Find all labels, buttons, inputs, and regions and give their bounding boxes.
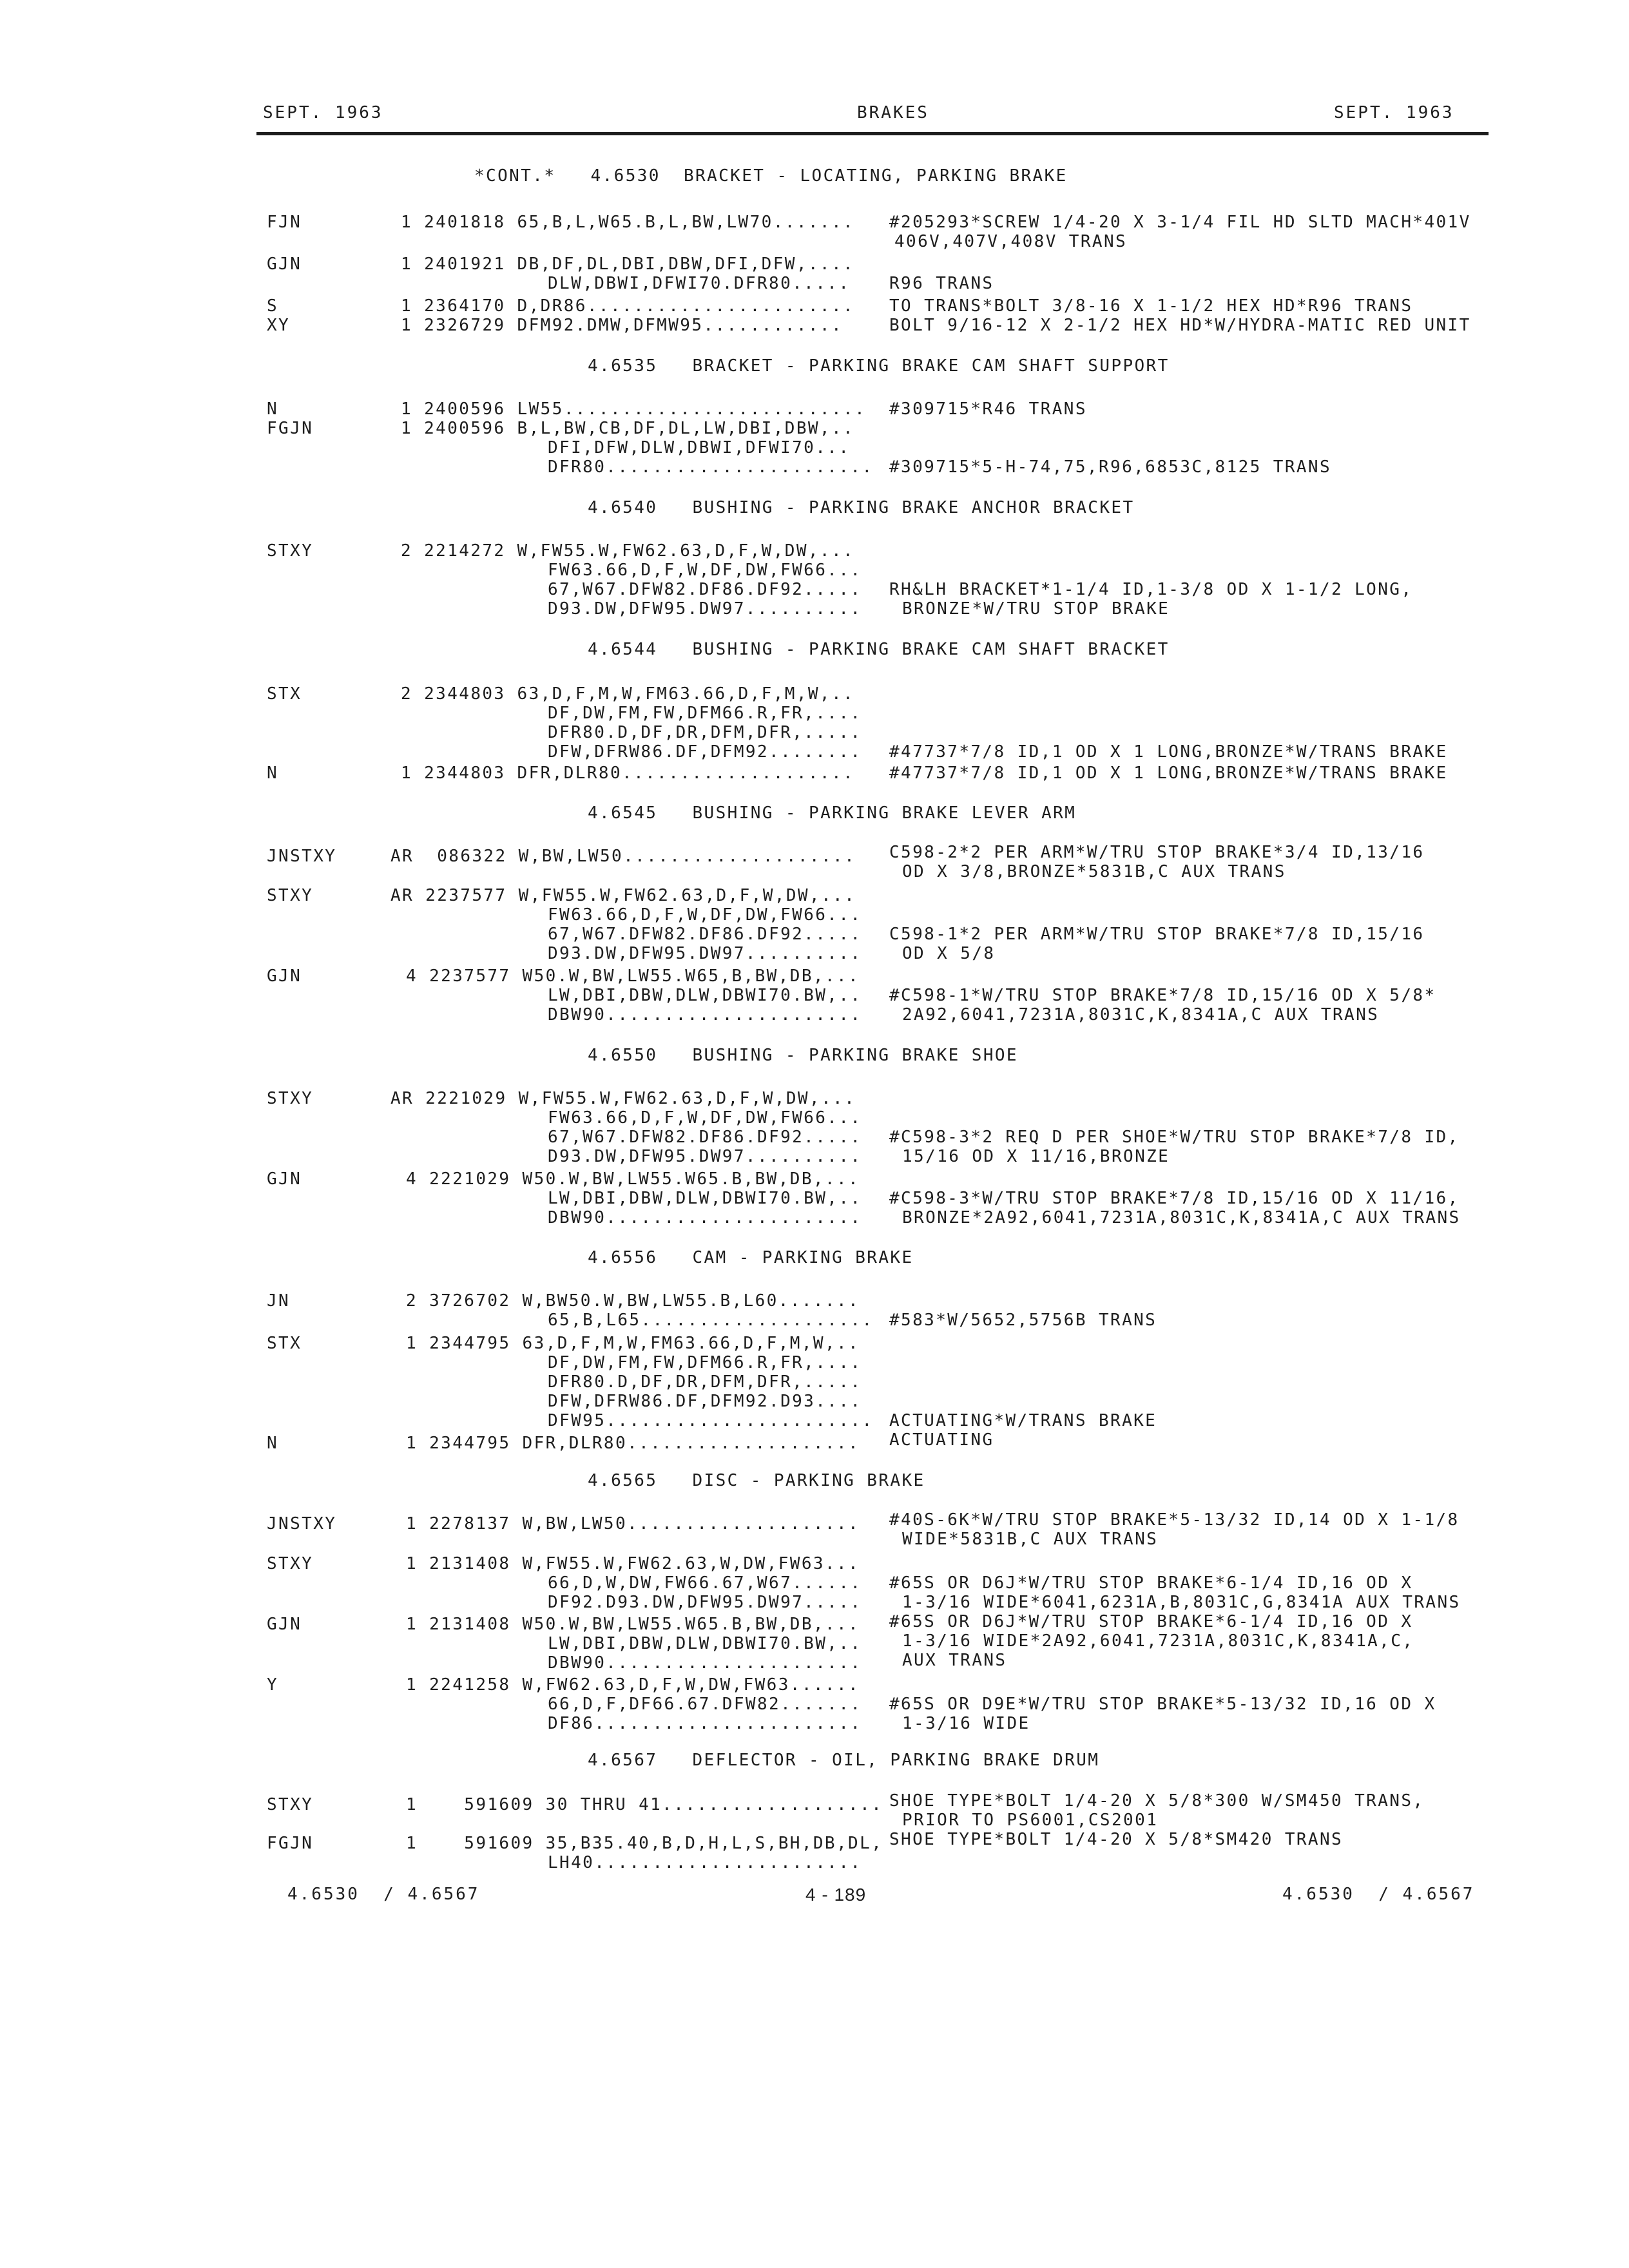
part-description: DFW95....................... — [548, 1411, 874, 1430]
part-description: FW63.66,D,F,W,DF,DW,FW66... — [548, 561, 862, 580]
part-description: 1 2344803 DFR,DLR80.................... — [401, 764, 855, 783]
footer-range-left: 4.6530 / 4.6567 — [287, 1885, 480, 1904]
part-note: #65S OR D9E*W/TRU STOP BRAKE*5-13/32 ID,16 OD X — [889, 1695, 1436, 1714]
header-date-right: SEPT. 1963 — [1334, 103, 1454, 122]
part-note: AUX TRANS — [902, 1651, 1007, 1670]
part-note: 15/16 OD X 11/16,BRONZE — [902, 1147, 1170, 1166]
part-description: LW,DBI,DBW,DLW,DBWI70.BW,.. — [548, 986, 862, 1005]
part-note: #65S OR D6J*W/TRU STOP BRAKE*6-1/4 ID,16 OD X — [889, 1573, 1413, 1593]
part-description: 67,W67.DFW82.DF86.DF92..... — [548, 1128, 862, 1147]
part-note: TO TRANS*BOLT 3/8-16 X 1-1/2 HEX HD*R96 TRANS — [889, 296, 1413, 316]
part-note: ACTUATING*W/TRANS BRAKE — [889, 1411, 1157, 1430]
part-description: LH40....................... — [548, 1853, 862, 1872]
part-description: DF,DW,FM,FW,DFM66.R,FR,.... — [548, 704, 862, 723]
part-note: #C598-3*W/TRU STOP BRAKE*7/8 ID,15/16 OD X 11/16, — [889, 1189, 1460, 1208]
model-code: Y — [267, 1675, 279, 1695]
part-note: #205293*SCREW 1/4-20 X 3-1/4 FIL HD SLTD MACH*401V — [889, 213, 1471, 232]
part-note: C598-2*2 PER ARM*W/TRU STOP BRAKE*3/4 ID,13/16 — [889, 843, 1425, 862]
part-note: #47737*7/8 ID,1 OD X 1 LONG,BRONZE*W/TRANS BRAKE — [889, 742, 1448, 762]
model-code: N — [267, 1434, 279, 1453]
part-note: 406V,407V,408V TRANS — [894, 232, 1128, 251]
part-description: DFI,DFW,DLW,DBWI,DFWI70... — [548, 438, 851, 457]
part-description: 1 2241258 W,FW62.63,D,F,W,DW,FW63...... — [406, 1675, 860, 1695]
part-description: 1 2278137 W,BW,LW50.................... — [406, 1514, 860, 1533]
model-code: GJN — [267, 966, 302, 986]
model-code: FGJN — [267, 419, 314, 438]
part-description: LW,DBI,DBW,DLW,DBWI70.BW,.. — [548, 1189, 862, 1208]
part-description: 1 2131408 W50.W,BW,LW55.W65.B,BW,DB,... — [406, 1615, 860, 1634]
part-note: #583*W/5652,5756B TRANS — [889, 1311, 1157, 1330]
part-note: C598-1*2 PER ARM*W/TRU STOP BRAKE*7/8 ID,15/16 — [889, 925, 1425, 944]
part-description: 2 2344803 63,D,F,M,W,FM63.66,D,F,M,W,.. — [401, 684, 855, 704]
part-description: 1 591609 35,B35.40,B,D,H,L,S,BH,DB,DL, — [406, 1834, 883, 1853]
part-note: 2A92,6041,7231A,8031C,K,8341A,C AUX TRANS — [902, 1005, 1380, 1024]
section-heading: 4.6535 BRACKET - PARKING BRAKE CAM SHAFT SUPPORT — [588, 356, 1170, 376]
part-description: DFW,DFRW86.DF,DFM92........ — [548, 742, 862, 762]
model-code: GJN — [267, 1615, 302, 1634]
part-description: DF86....................... — [548, 1714, 862, 1733]
part-note: BOLT 9/16-12 X 2-1/2 HEX HD*W/HYDRA-MATIC RED UNIT — [889, 316, 1471, 335]
section-heading: 4.6556 CAM - PARKING BRAKE — [588, 1248, 914, 1267]
part-note: #C598-3*2 REQ D PER SHOE*W/TRU STOP BRAKE*7/8 ID, — [889, 1128, 1460, 1147]
model-code: S — [267, 296, 279, 316]
model-code: N — [267, 399, 279, 419]
part-description: DFR80.D,DF,DR,DFM,DFR,..... — [548, 723, 862, 742]
part-description: 1 591609 30 THRU 41................... — [406, 1795, 883, 1814]
part-note: #47737*7/8 ID,1 OD X 1 LONG,BRONZE*W/TRANS BRAKE — [889, 764, 1448, 783]
part-description: 1 2400596 B,L,BW,CB,DF,DL,LW,DBI,DBW,.. — [401, 419, 855, 438]
part-note: PRIOR TO PS6001,CS2001 — [902, 1811, 1159, 1830]
part-description: D93.DW,DFW95.DW97.......... — [548, 944, 862, 963]
part-description: 1 2326729 DFM92.DMW,DFMW95............ — [401, 316, 843, 335]
part-description: 1 2344795 63,D,F,M,W,FM63.66,D,F,M,W,.. — [406, 1334, 860, 1353]
part-note: #40S-6K*W/TRU STOP BRAKE*5-13/32 ID,14 OD X 1-1/8 — [889, 1510, 1460, 1530]
part-description: AR 086322 W,BW,LW50.................... — [390, 847, 856, 866]
part-description: 65,B,L65.................... — [548, 1311, 874, 1330]
model-code: XY — [267, 316, 291, 335]
model-code: FJN — [267, 213, 302, 232]
part-note: RH&LH BRACKET*1-1/4 ID,1-3/8 OD X 1-1/2 LONG, — [889, 580, 1413, 599]
model-code: STXY — [267, 1795, 314, 1814]
part-description: 67,W67.DFW82.DF86.DF92..... — [548, 580, 862, 599]
part-description: DBW90...................... — [548, 1653, 862, 1673]
part-description: FW63.66,D,F,W,DF,DW,FW66... — [548, 1108, 862, 1128]
part-description: 1 2131408 W,FW55.W,FW62.63,W,DW,FW63... — [406, 1554, 860, 1573]
model-code: FGJN — [267, 1834, 314, 1853]
part-description: 66,D,W,DW,FW66.67,W67...... — [548, 1573, 862, 1593]
part-description: 1 2401818 65,B,L,W65.B,L,BW,LW70....... — [401, 213, 855, 232]
model-code: JN — [267, 1291, 291, 1311]
header-date-left: SEPT. 1963 — [263, 103, 383, 122]
model-code: STX — [267, 1334, 302, 1353]
part-description: AR 2237577 W,FW55.W,FW62.63,D,F,W,DW,... — [390, 886, 856, 905]
section-heading: 4.6540 BUSHING - PARKING BRAKE ANCHOR BRACKET — [588, 498, 1135, 517]
part-note: OD X 3/8,BRONZE*5831B,C AUX TRANS — [902, 862, 1286, 881]
model-code: STXY — [267, 1554, 314, 1573]
section-heading: 4.6565 DISC - PARKING BRAKE — [588, 1471, 925, 1490]
part-description: LW,DBI,DBW,DLW,DBWI70.BW,.. — [548, 1634, 862, 1653]
part-description: 1 2401921 DB,DF,DL,DBI,DBW,DFI,DFW,.... — [401, 255, 855, 274]
section-heading: 4.6550 BUSHING - PARKING BRAKE SHOE — [588, 1046, 1018, 1065]
model-code: JNSTXY — [267, 1514, 337, 1533]
model-code: GJN — [267, 1169, 302, 1189]
part-note: SHOE TYPE*BOLT 1/4-20 X 5/8*300 W/SM450 TRANS, — [889, 1791, 1425, 1811]
part-description: FW63.66,D,F,W,DF,DW,FW66... — [548, 905, 862, 925]
part-note: SHOE TYPE*BOLT 1/4-20 X 5/8*SM420 TRANS — [889, 1830, 1344, 1849]
footer-range-right: 4.6530 / 4.6567 — [1282, 1885, 1475, 1904]
model-code: N — [267, 764, 279, 783]
part-description: DBW90...................... — [548, 1005, 862, 1024]
header-section-title: BRAKES — [857, 103, 929, 122]
part-note: R96 TRANS — [889, 274, 994, 293]
part-note: #309715*R46 TRANS — [889, 399, 1087, 419]
section-heading: 4.6544 BUSHING - PARKING BRAKE CAM SHAFT BRACKET — [588, 640, 1170, 659]
part-description: AR 2221029 W,FW55.W,FW62.63,D,F,W,DW,... — [390, 1089, 856, 1108]
part-note: #65S OR D6J*W/TRU STOP BRAKE*6-1/4 ID,16 OD X — [889, 1612, 1413, 1631]
part-note: 1-3/16 WIDE*2A92,6041,7231A,8031C,K,8341A,C, — [902, 1631, 1414, 1651]
model-code: STX — [267, 684, 302, 704]
section-heading: 4.6567 DEFLECTOR - OIL, PARKING BRAKE DRUM — [588, 1751, 1100, 1770]
part-description: DLW,DBWI,DFWI70.DFR80..... — [548, 274, 851, 293]
model-code: STXY — [267, 886, 314, 905]
header-rule — [256, 132, 1489, 135]
part-description: 4 2221029 W50.W,BW,LW55.W65.B,BW,DB,... — [406, 1169, 860, 1189]
part-note: WIDE*5831B,C AUX TRANS — [902, 1530, 1159, 1549]
part-description: D93.DW,DFW95.DW97.......... — [548, 1147, 862, 1166]
model-code: JNSTXY — [267, 847, 337, 866]
page-number: 4 - 189 — [805, 1885, 867, 1905]
model-code: GJN — [267, 255, 302, 274]
part-description: 4 2237577 W50.W,BW,LW55.W65,B,BW,DB,... — [406, 966, 860, 986]
part-description: 2 2214272 W,FW55.W,FW62.63,D,F,W,DW,... — [401, 541, 855, 561]
part-description: DFW,DFRW86.DF,DFM92.D93.... — [548, 1392, 862, 1411]
part-description: 1 2364170 D,DR86....................... — [401, 296, 855, 316]
part-description: 1 2400596 LW55.......................... — [401, 399, 867, 419]
part-description: 66,D,F,DF66.67.DFW82....... — [548, 1695, 862, 1714]
part-description: DF,DW,FM,FW,DFM66.R,FR,.... — [548, 1353, 862, 1372]
model-code: STXY — [267, 541, 314, 561]
section-heading: 4.6545 BUSHING - PARKING BRAKE LEVER ARM — [588, 803, 1077, 823]
part-description: 2 3726702 W,BW50.W,BW,LW55.B,L60....... — [406, 1291, 860, 1311]
part-note: ACTUATING — [889, 1430, 994, 1450]
part-note: 1-3/16 WIDE — [902, 1714, 1030, 1733]
part-note: BRONZE*2A92,6041,7231A,8031C,K,8341A,C AUX TRANS — [902, 1208, 1461, 1227]
part-note: 1-3/16 WIDE*6041,6231A,B,8031C,G,8341A AUX TRANS — [902, 1593, 1461, 1612]
part-note: BRONZE*W/TRU STOP BRAKE — [902, 599, 1170, 619]
part-description: DF92.D93.DW,DFW95.DW97..... — [548, 1593, 862, 1612]
part-description: DBW90...................... — [548, 1208, 862, 1227]
part-description: 1 2344795 DFR,DLR80.................... — [406, 1434, 860, 1453]
part-description: DFR80.D,DF,DR,DFM,DFR,..... — [548, 1372, 862, 1392]
part-description: DFR80....................... — [548, 457, 874, 477]
part-note: #C598-1*W/TRU STOP BRAKE*7/8 ID,15/16 OD X 5/8* — [889, 986, 1436, 1005]
section-heading: *CONT.* 4.6530 BRACKET - LOCATING, PARKING BRAKE — [474, 166, 1068, 186]
part-description: D93.DW,DFW95.DW97.......... — [548, 599, 862, 619]
part-note: OD X 5/8 — [902, 944, 996, 963]
part-description: 67,W67.DFW82.DF86.DF92..... — [548, 925, 862, 944]
model-code: STXY — [267, 1089, 314, 1108]
part-note: #309715*5-H-74,75,R96,6853C,8125 TRANS — [889, 457, 1332, 477]
